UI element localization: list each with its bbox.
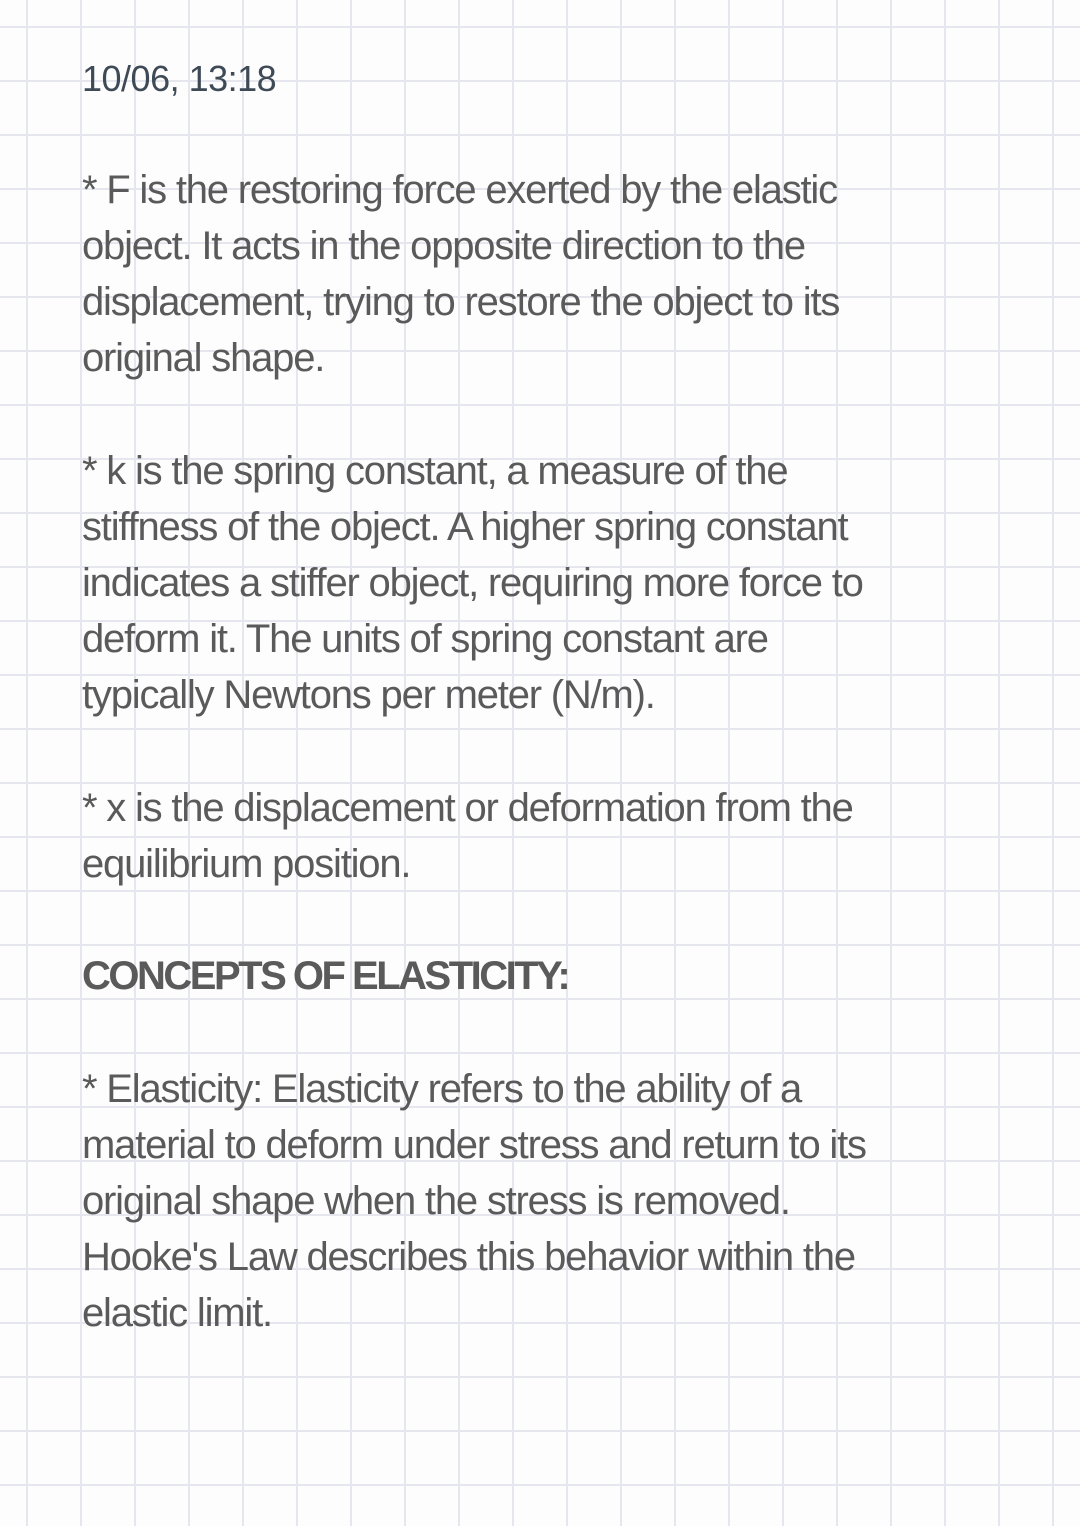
text-line: material to deform under stress and return to its (82, 1123, 866, 1167)
text-line: indicates a stiffer object, requiring more force to (82, 561, 863, 605)
section-heading (82, 948, 568, 1004)
text-line: object. It acts in the opposite direction to the (82, 224, 805, 268)
text-line: original shape. (82, 336, 325, 380)
text-line: original shape when the stress is removed. (82, 1179, 790, 1223)
text-line: Hooke's Law describes this behavior within the (82, 1235, 855, 1279)
text-line: * Elasticity: Elasticity refers to the ability of a (82, 1067, 802, 1111)
paragraph-spring-constant (82, 443, 863, 723)
text-line: * F is the restoring force exerted by the elastic (82, 168, 837, 212)
text-line: displacement, trying to restore the object to its (82, 280, 840, 324)
paragraph-displacement (82, 780, 853, 892)
paragraph-restoring-force (82, 162, 839, 386)
text-line: deform it. The units of spring constant are (82, 617, 768, 661)
text-line: typically Newtons per meter (N/m). (82, 673, 655, 717)
text-line: * x is the displacement or deformation from the (82, 786, 853, 830)
text-line: elastic limit. (82, 1291, 272, 1335)
paragraph-elasticity (82, 1061, 866, 1341)
note-timestamp: 10/06, 13:18 (82, 58, 277, 99)
heading-text: CONCEPTS OF ELASTICITY: (82, 954, 569, 998)
text-line: stiffness of the object. A higher spring constant (82, 505, 848, 549)
text-line: * k is the spring constant, a measure of the (82, 449, 788, 493)
text-line: equilibrium position. (82, 842, 411, 886)
